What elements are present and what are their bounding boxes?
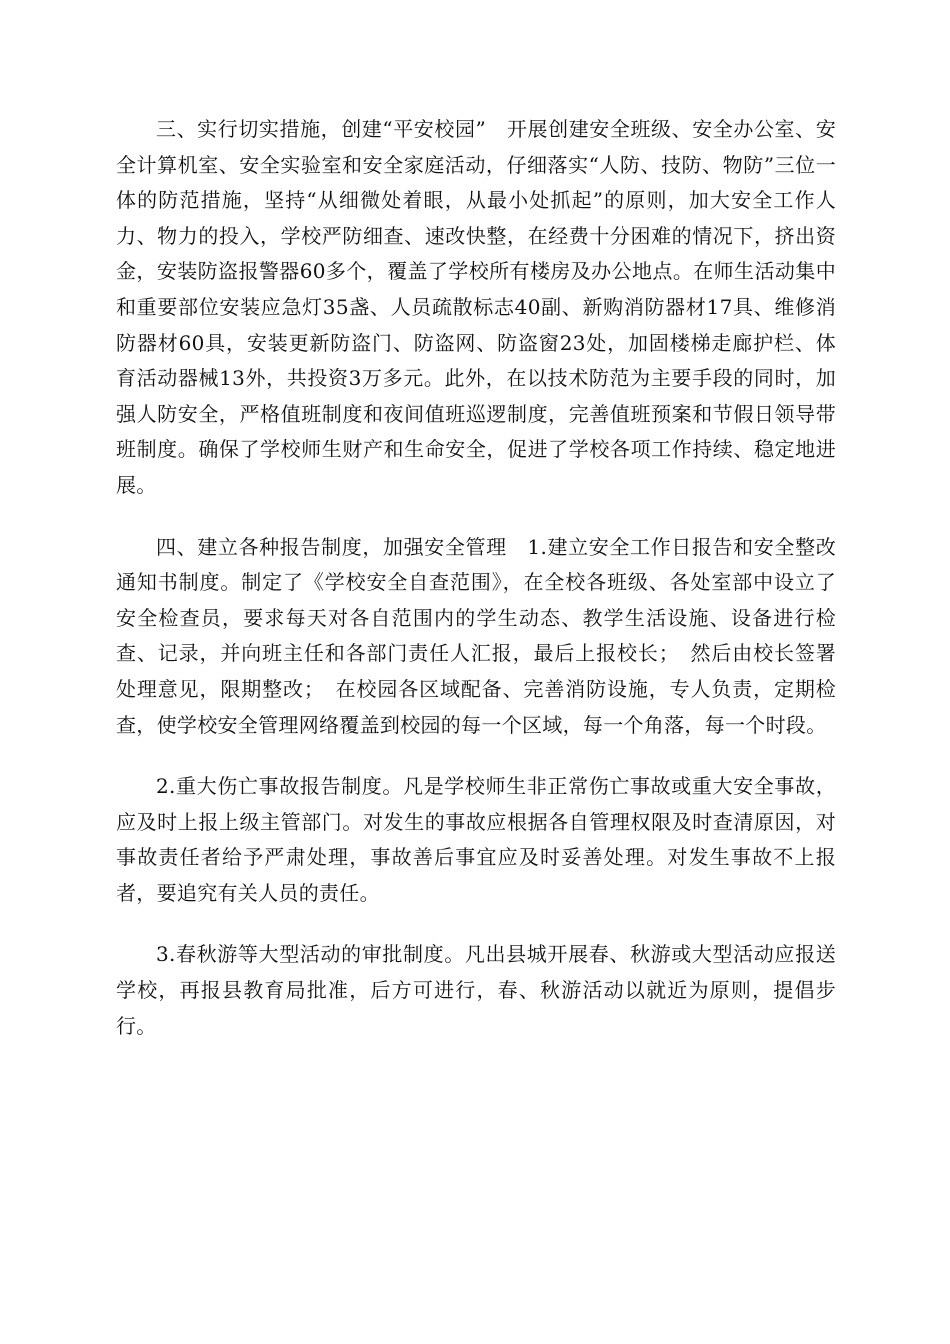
paragraph-item-2: 2.重大伤亡事故报告制度。凡是学校师生非正常伤亡事故或重大安全事故，应及时上报上级主管部门。对发生的事故应根据各自管理权限及时查清原因，对事故责任者给予严肃处理，事故善后事宜应及时妥善处理。对发生事故不上报者，要追究有关人员的责任。	[116, 774, 836, 905]
paragraph-section-4: 四、建立各种报告制度，加强安全管理 1.建立安全工作日报告和安全整改通知书制度。制定了《学校安全自查范围》，在全校各班级、各处室部中设立了安全检查员，要求每天对各自范围内的学生动态、教学生活设施、设备进行检查、记录，并向班主任和各部门责任人汇报，最后上报校长； 然后由校长签署处理意见，限期整改； 在校园各区域配备、完善消防设施，专人负责，定期检查，使学校安全管理网络覆盖到校园的每一个区域，每一个角落，每一个时段。	[116, 534, 836, 737]
document-body	[116, 112, 836, 1044]
paragraph-section-3: 三、实行切实措施，创建“平安校园” 开展创建安全班级、安全办公室、安全计算机室、安全实验室和安全家庭活动，仔细落实“人防、技防、物防”三位一体的防范措施，坚持“从细微处着眼，从最小处抓起”的原则，加大安全工作人力、物力的投入，学校严防细查、速改快整，在经费十分困难的情况下，挤出资金，安装防盗报警器60多个，覆盖了学校所有楼房及办公地点。在师生活动集中和重要部位安装应急灯35盏、人员疏散标志40副、新购消防器材17具、维修消防器材60具，安装更新防盗门、防盗网、防盗窗23处，加固楼梯走廊护栏、体育活动器械13外，共投资3万多元。此外，在以技术防范为主要手段的同时，加强人防安全，严格值班制度和夜间值班巡逻制度，完善值班预案和节假日领导带班制度。确保了学校师生财产和生命安全，促进了学校各项工作持续、稳定地进展。	[116, 117, 836, 497]
paragraph-item-3: 3.春秋游等大型活动的审批制度。凡出县城开展春、秋游或大型活动应报送学校，再报县教育局批准，后方可进行，春、秋游活动以就近为原则，提倡步行。	[116, 942, 836, 1038]
